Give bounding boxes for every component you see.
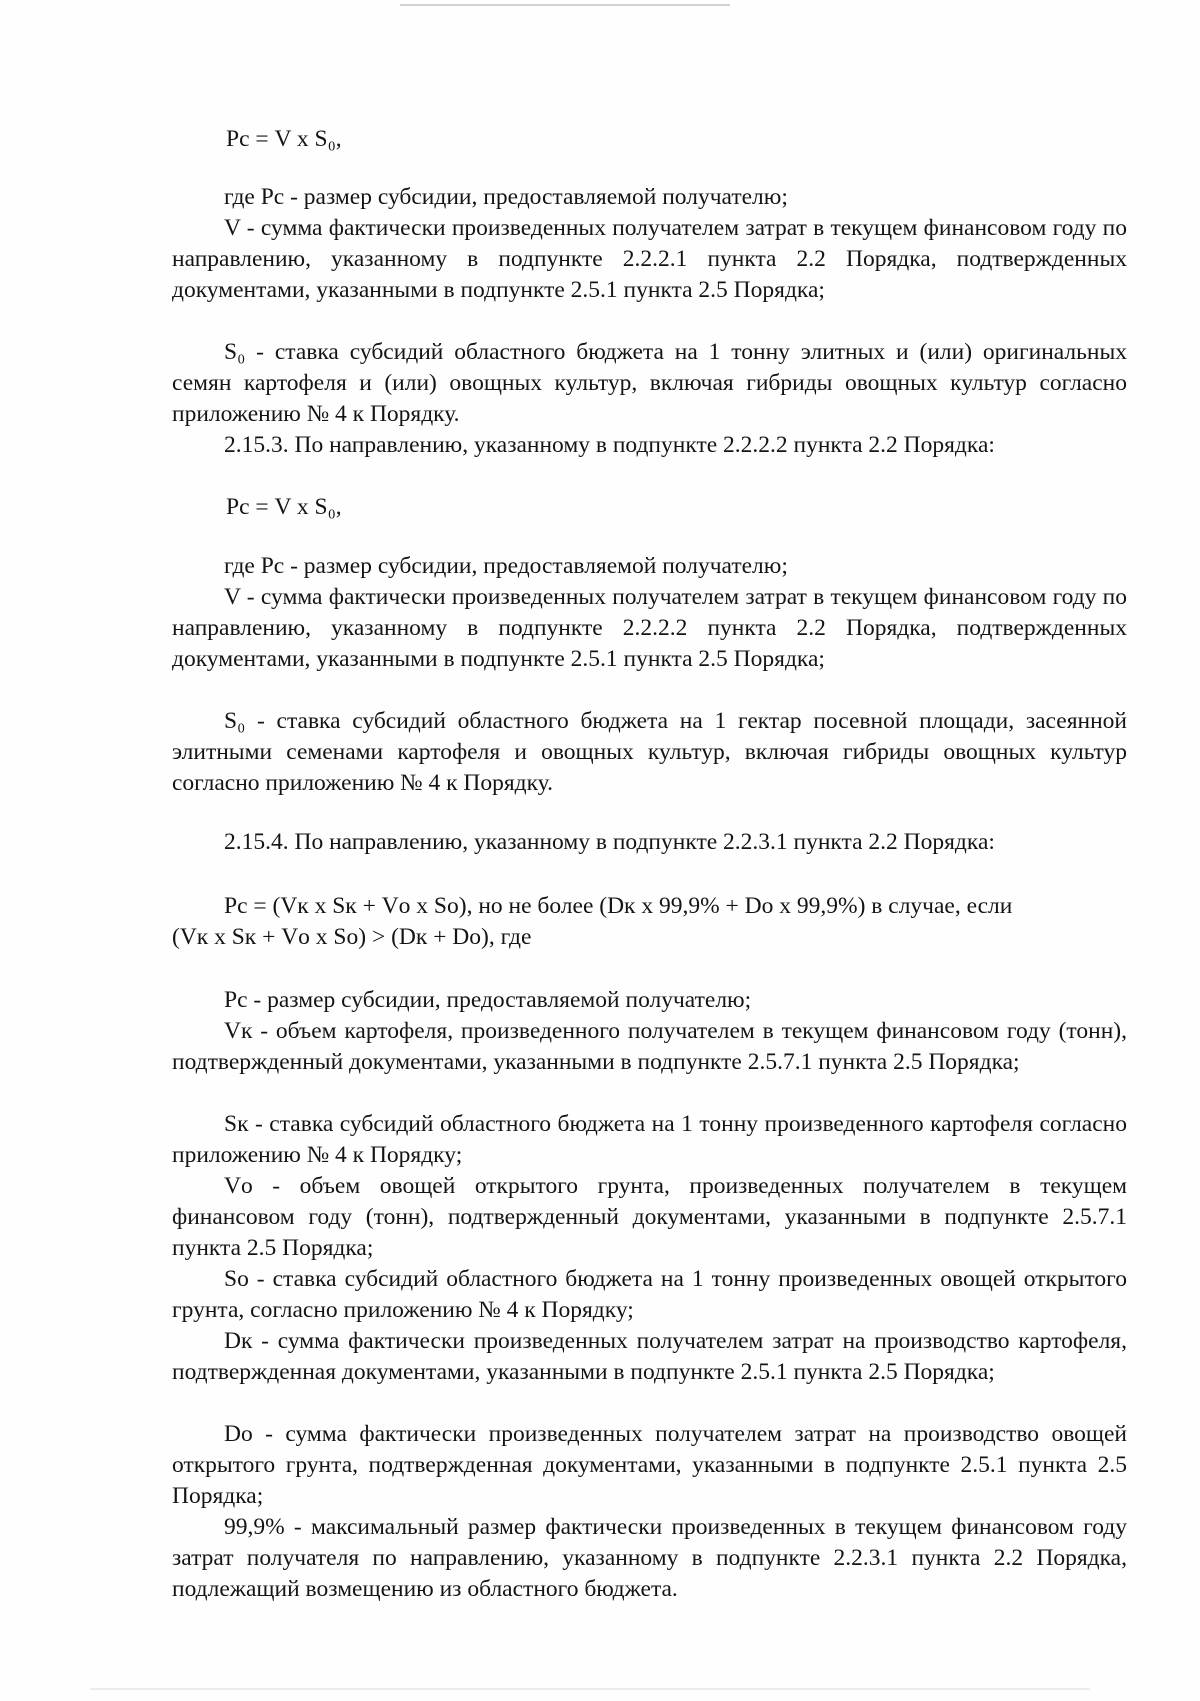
definition-s0-2: S₀ - ставка субсидий областного бюджета на 1 гектар посевной площади, засеянной элитными семенами картофеля и овощных культур, включая гибриды овощных культур согласно приложению № 4 к Порядку. [172,708,1127,796]
definition-pc-2: где Рс - размер субсидии, предоставляемой получателю; [224,553,788,579]
definition-dk: Dк - сумма фактически произведенных получателем затрат на производство картофеля, подтвержденная документами, указанными в подпункте 2.5.1 пункта 2.5 Порядка; [172,1328,1127,1385]
formula-3-line-2: (Vк х Sк + Vо х Sо) > (Dк + Dо), где [172,924,532,950]
formula-1: Рс = V х S₀, [226,126,342,152]
definition-pc-3: Рс - размер субсидии, предоставляемой получателю; [224,987,752,1013]
scan-artifact-top [400,4,730,6]
definition-so: Sо - ставка субсидий областного бюджета на 1 тонну произведенных овощей открытого грунта, согласно приложению № 4 к Порядку; [172,1266,1127,1323]
definition-max-percent: 99,9% - максимальный размер фактически произведенных в текущем финансовом году затрат получателя по направлению, указанному в подпункте 2.2.3.1 пункта 2.2 Порядка, подлежащий возмещению из областного бюджета. [172,1514,1127,1602]
section-heading-2-15-4: 2.15.4. По направлению, указанному в подпункте 2.2.3.1 пункта 2.2 Порядка: [224,829,995,855]
definition-do: Dо - сумма фактически произведенных получателем затрат на производство овощей открытого грунта, подтвержденная документами, указанными в подпункте 2.5.1 пункта 2.5 Порядка; [172,1421,1127,1509]
definition-v-2: V - сумма фактически произведенных получателем затрат в текущем финансовом году по направлению, указанному в подпункте 2.2.2.2 пункта 2.2 Порядка, подтвержденных документами, указанными в подпункте 2.5.1 пункта 2.5 Порядка; [172,584,1127,672]
definition-sk: Sк - ставка субсидий областного бюджета на 1 тонну произведенного картофеля согласно приложению № 4 к Порядку; [172,1111,1127,1168]
definition-vk: Vк - объем картофеля, произведенного получателем в текущем финансовом году (тонн), подтвержденный документами, указанными в подпункте 2.5.7.1 пункта 2.5 Порядка; [172,1018,1127,1075]
definition-vo: Vо - объем овощей открытого грунта, произведенных получателем в текущем финансовом году (тонн), подтвержденный документами, указанными в подпункте 2.5.7.1 пункта 2.5 Порядка; [172,1173,1127,1261]
section-heading-2-15-3: 2.15.3. По направлению, указанному в подпункте 2.2.2.2 пункта 2.2 Порядка: [224,432,995,458]
scan-artifact-bottom [90,1688,1090,1690]
definition-v-1: V - сумма фактически произведенных получателем затрат в текущем финансовом году по направлению, указанному в подпункте 2.2.2.1 пункта 2.2 Порядка, подтвержденных документами, указанными в подпункте 2.5.1 пункта 2.5 Порядка; [172,215,1127,303]
definition-pc-1: где Рс - размер субсидии, предоставляемой получателю; [224,184,788,210]
formula-2: Рс = V х S₀, [226,494,342,520]
formula-3-line-1: Рс = (Vк х Sк + Vо х Sо), но не более (Dк х 99,9% + Dо х 99,9%) в случае, если [224,893,1013,919]
definition-s0-1: S₀ - ставка субсидий областного бюджета на 1 тонну элитных и (или) оригинальных семян картофеля и (или) овощных культур, включая гибриды овощных культур согласно приложению № 4 к Порядку. [172,339,1127,427]
